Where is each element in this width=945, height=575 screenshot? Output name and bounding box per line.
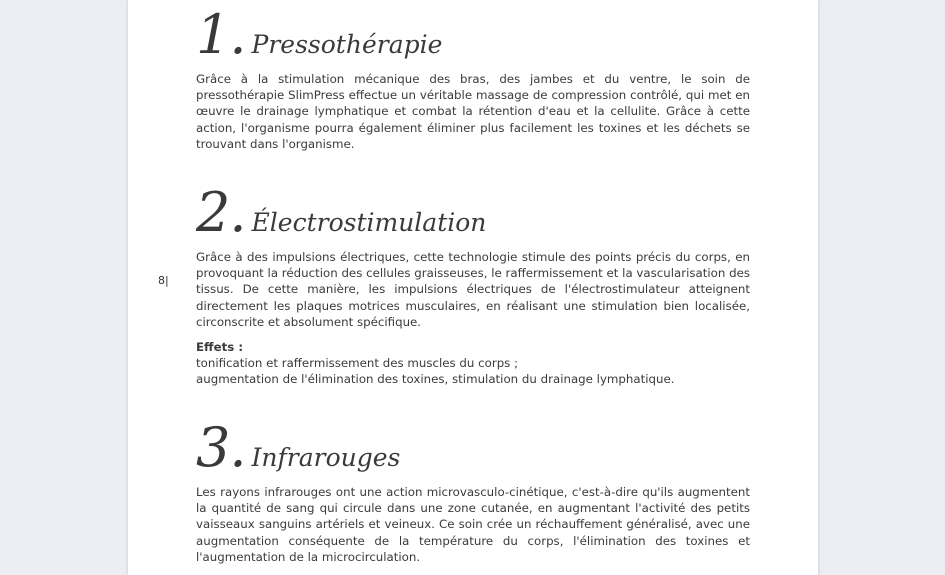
effects-block — [196, 339, 750, 388]
section-paragraph: Grâce à des impulsions électriques, cette technologie stimule des points précis du corps, en provoquant la réduction des cellules graisseuses, le raffermissement et la vascularisation des tissus. De cette manière, les impulsions électriques de l'électrostimulateur atteignent directement les plaques motrices musculaires, en réalisant une stimulation bien localisée, circonscrite et absolument spécifique. — [196, 250, 750, 329]
section-infrarouges — [196, 416, 750, 565]
section-number: 2. — [196, 181, 246, 244]
effects-label: Effets : — [196, 340, 244, 355]
section-heading — [196, 3, 750, 66]
section-title: Infrarouges — [251, 443, 401, 472]
section-paragraph: Grâce à la stimulation mécanique des bras, des jambes et du ventre, le soin de pressothérapie SlimPress effectue un véritable massage de compression contrôlé, qui met en œuvre le drainage lymphatique et combat la rétention d'eau et la cellulite. Grâce à cette action, l'organisme pourra également éliminer plus facilement les toxines et les déchets se trouvant dans l'organisme. — [196, 72, 750, 151]
section-paragraph: Les rayons infrarouges ont une action microvasculo-cinétique, c'est-à-dire qu'ils augmentent la quantité de sang qui circule dans une zone cutanée, en augmentant l'activité des petits vaisseaux sanguins artériels et veineux. Ce soin crée un réchauffement généralisé, avec une augmentation conséquente de la température du corps, l'élimination des toxines et l'augmentation de la microcirculation. — [196, 485, 750, 564]
section-number: 1. — [196, 3, 246, 66]
section-title: Pressothérapie — [251, 30, 443, 59]
section-heading — [196, 181, 750, 244]
section-title: Électrostimulation — [251, 208, 487, 237]
section-pressotherapie — [196, 3, 750, 152]
document-page — [128, 0, 818, 575]
section-electrostimulation — [196, 181, 750, 388]
page-number: 8| — [158, 274, 169, 287]
effects-item: augmentation de l'élimination des toxines, stimulation du drainage lymphatique. — [196, 372, 675, 387]
section-number: 3. — [196, 416, 246, 479]
effects-item: tonification et raffermissement des muscles du corps ; — [196, 356, 519, 371]
section-heading — [196, 416, 750, 479]
